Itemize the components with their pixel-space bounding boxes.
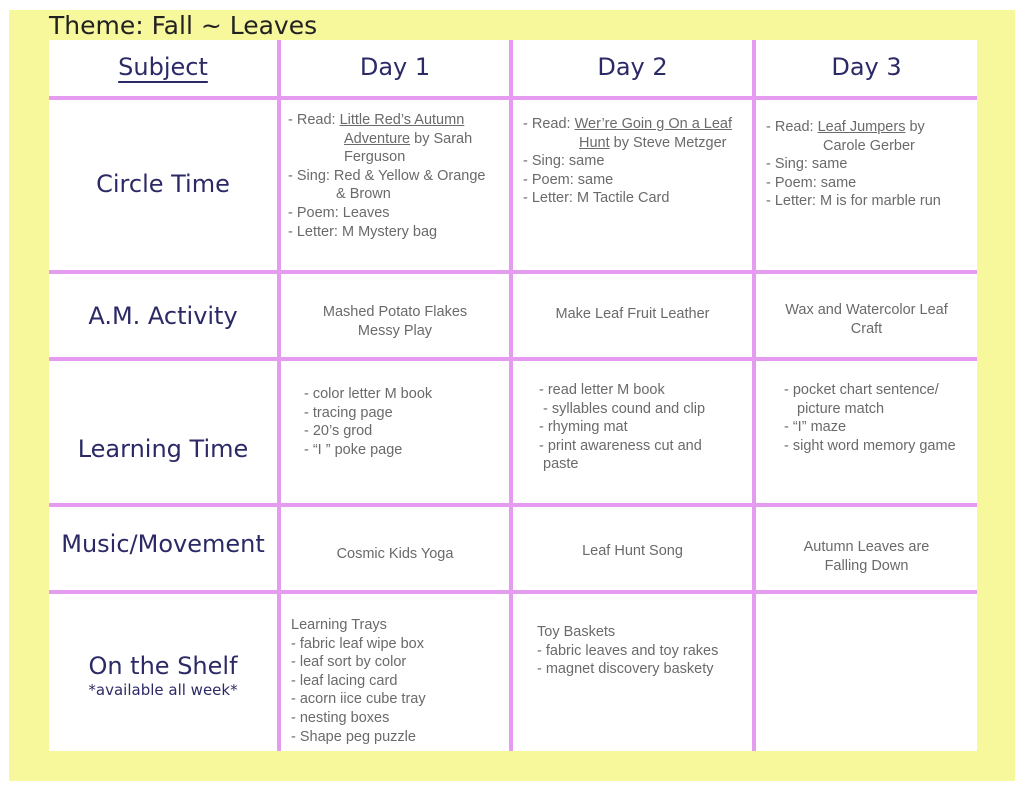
cell-line: - fabric leaves and toy rakes: [537, 642, 719, 659]
cell-line: - Read: Wer’re Goin g On a Leaf: [523, 116, 733, 132]
cell-learning-time-day-1: [304, 385, 432, 459]
theme-title: Theme: Fall ~ Leaves: [49, 11, 318, 40]
grid-line-vertical: [277, 40, 281, 751]
row-sublabel-available-all-week: *available all week*: [88, 681, 238, 699]
row-label-am-activity: A.M. Activity: [88, 302, 238, 330]
header-day-2: Day 2: [597, 53, 668, 81]
lesson-plan-table: [49, 40, 977, 751]
book-title: Little Red’s Autumn: [339, 112, 465, 128]
cell-line: picture match: [797, 400, 885, 417]
grid-line-horizontal: [49, 270, 977, 274]
grid-line-vertical: [752, 40, 756, 751]
grid-line-horizontal: [49, 503, 977, 507]
cell-line: Adventure by Sarah: [344, 130, 473, 147]
cell-line: - tracing page: [304, 404, 393, 421]
cell-line: Make Leaf Fruit Leather: [555, 306, 710, 322]
cell-line: Mashed Potato Flakes: [322, 304, 468, 320]
grid-line-horizontal: [49, 96, 977, 100]
book-title: Adventure: [344, 130, 411, 147]
cell-line: Leaf Hunt Song: [582, 543, 683, 559]
grid-line-horizontal: [49, 357, 977, 361]
cell-line: Hunt by Steve Metzger: [579, 134, 727, 151]
grid-line-vertical: [509, 40, 513, 751]
cell-line: - magnet discovery baskety: [537, 661, 714, 678]
cell-line: - pocket chart sentence/: [784, 382, 939, 398]
row-label-on-the-shelf: On the Shelf: [88, 652, 238, 680]
cell-line: - 20’s grod: [304, 423, 373, 440]
cell-line: - acorn iice cube tray: [291, 691, 426, 708]
cell-line: - Letter: M is for marble run: [766, 193, 941, 210]
cell-line: Toy Baskets: [537, 624, 616, 640]
cell-line: Messy Play: [357, 322, 433, 339]
cell-line: - Read: Little Red’s Autumn: [288, 112, 465, 128]
cell-learning-time-day-2: [539, 381, 705, 474]
cell-circle-time-day-2: [523, 115, 732, 208]
cell-line: - Letter: M Tactile Card: [523, 190, 670, 207]
header-subject: Subject: [118, 53, 208, 81]
cell-line: - Poem: Leaves: [288, 204, 390, 221]
cell-line: - Sing: Red & Yellow & Orange: [288, 167, 486, 184]
cell-music-movement-day-3: [756, 538, 977, 575]
cell-line: Falling Down: [824, 557, 909, 574]
header-day-3: Day 3: [831, 53, 902, 81]
cell-music-movement-day-1: [281, 545, 509, 564]
cell-line: Craft: [850, 320, 883, 337]
cell-line: Wax and Watercolor Leaf: [785, 302, 948, 318]
book-title: Leaf Jumpers: [817, 119, 906, 135]
cell-line: - “I” maze: [784, 419, 847, 436]
cell-line: - Sing: same: [523, 153, 605, 170]
cell-line: & Brown: [336, 186, 391, 203]
cell-line: - leaf sort by color: [291, 654, 407, 671]
cell-line: - nesting boxes: [291, 709, 390, 726]
cell-circle-time-day-3: [766, 118, 941, 211]
cell-line: - Read: Leaf Jumpers by: [766, 119, 925, 135]
cell-line: - read letter M book: [539, 382, 665, 398]
cell-line: - color letter M book: [304, 386, 433, 402]
cell-on-the-shelf-day-2: [537, 623, 718, 679]
cell-am-activity-day-1: [281, 303, 509, 340]
row-label-circle-time: Circle Time: [96, 170, 230, 198]
cell-line: - Letter: M Mystery bag: [288, 223, 438, 240]
cell-line: - Poem: same: [766, 174, 857, 191]
cell-circle-time-day-1: [288, 111, 485, 241]
book-title: Hunt: [579, 134, 610, 151]
cell-learning-time-day-3: [784, 381, 956, 455]
cell-line: - sight word memory game: [784, 437, 956, 454]
cell-line: - Sing: same: [766, 156, 848, 173]
cell-on-the-shelf-day-1: [291, 616, 426, 746]
cell-line: paste: [543, 456, 579, 473]
cell-am-activity-day-3: [756, 301, 977, 338]
cell-line: - Shape peg puzzle: [291, 728, 416, 745]
cell-line: - “I ” poke page: [304, 441, 403, 458]
row-label-learning-time: Learning Time: [77, 435, 249, 463]
cell-line: - leaf lacing card: [291, 672, 398, 689]
header-day-1: Day 1: [359, 53, 431, 81]
cell-music-movement-day-2: [513, 542, 752, 561]
cell-line: Learning Trays: [291, 617, 387, 633]
cell-line: - fabric leaf wipe box: [291, 635, 424, 652]
book-title: Wer’re Goin g On a Leaf: [574, 116, 733, 132]
row-label-music-movement: Music/Movement: [61, 530, 265, 558]
grid-line-horizontal: [49, 590, 977, 594]
cell-line: Ferguson: [344, 149, 406, 166]
cell-line: - syllables cound and clip: [543, 400, 706, 417]
cell-line: - rhyming mat: [539, 419, 628, 436]
cell-line: - print awareness cut and: [539, 437, 702, 454]
cell-am-activity-day-2: [513, 305, 752, 324]
cell-line: Cosmic Kids Yoga: [336, 546, 454, 562]
cell-line: - Poem: same: [523, 171, 614, 188]
cell-line: Autumn Leaves are: [803, 539, 930, 555]
cell-line: Carole Gerber: [823, 137, 915, 154]
